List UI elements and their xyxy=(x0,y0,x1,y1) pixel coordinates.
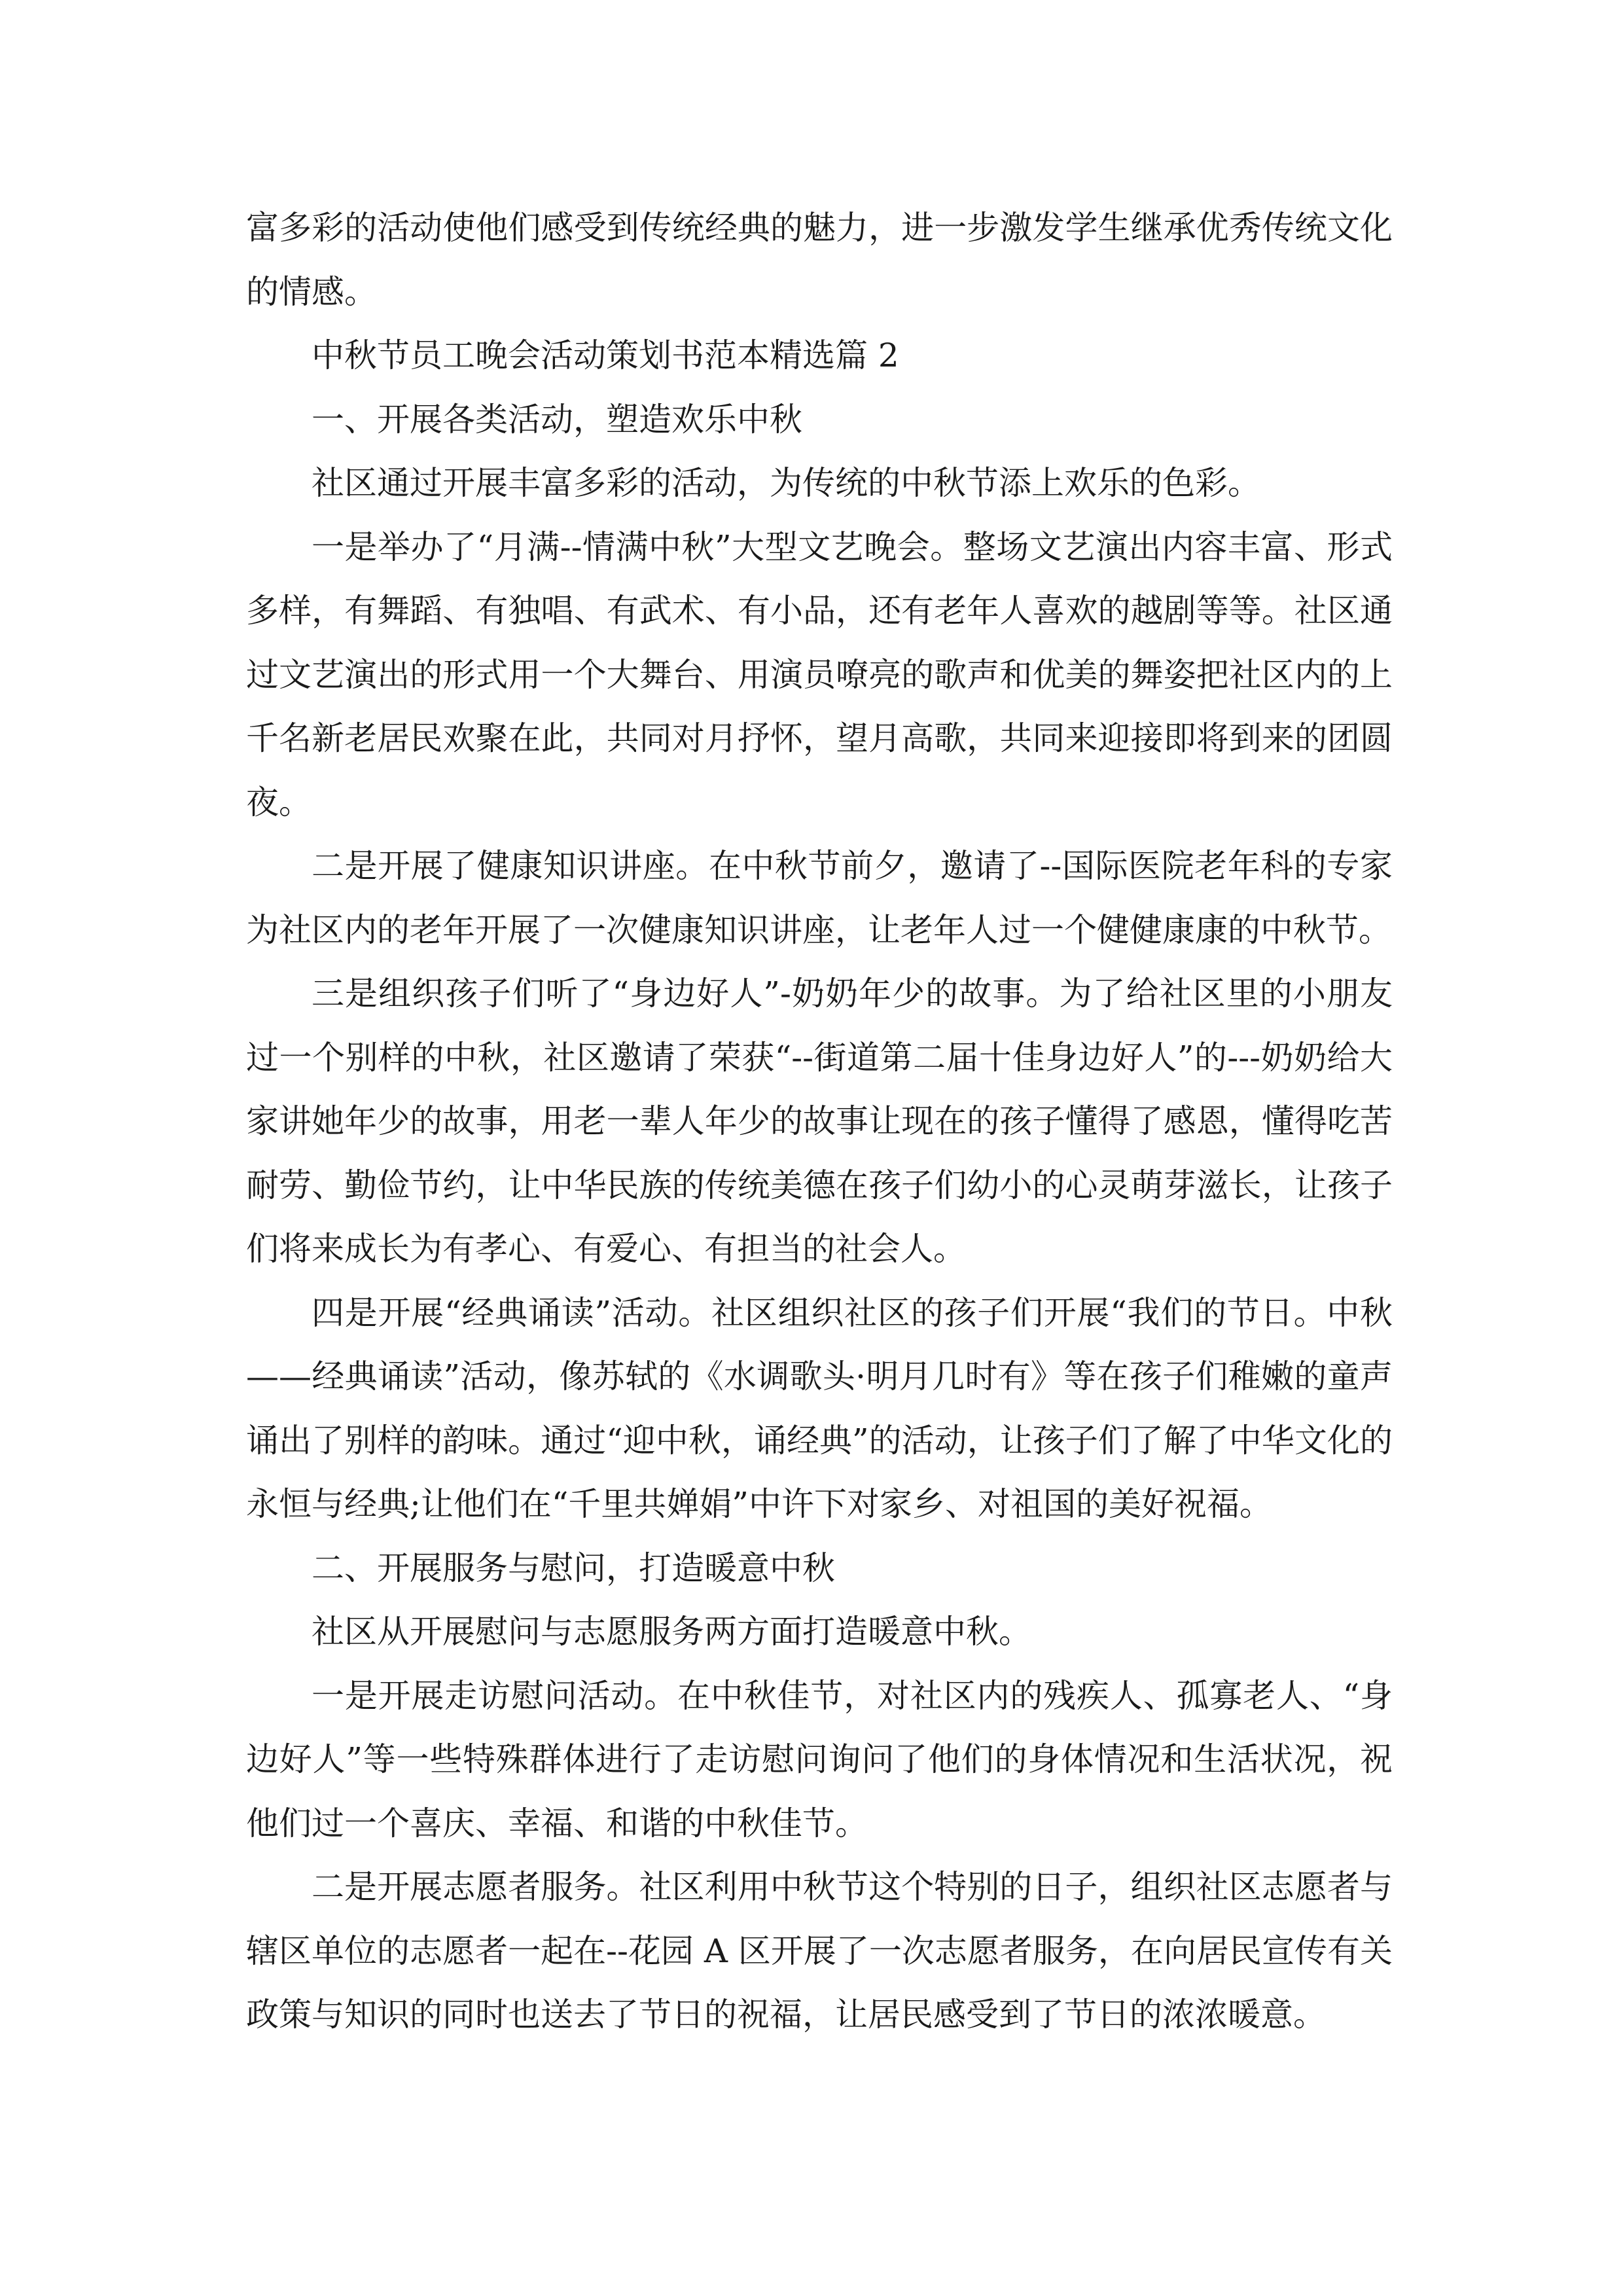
paragraph: 四是开展“经典诵读”活动。社区组织社区的孩子们开展“我们的节日。中秋——经典诵读”活动，像苏轼的《水调歌头·明月几时有》等在孩子们稚嫩的童声诵出了别样的韵味。通过“迎中秋，诵经典”的活动，让孩子们了解了中华文化的永恒与经典;让他们在“千里共婵娟”中许下对家乡、对祖国的美好祝福。 xyxy=(246,1293,1393,1523)
paragraph: 社区从开展慰问与志愿服务两方面打造暖意中秋。 xyxy=(312,1613,1031,1651)
paragraph: 二是开展了健康知识讲座。在中秋节前夕，邀请了--国际医院老年科的专家为社区内的老年开展了一次健康知识讲座，让老年人过一个健健康康的中秋节。 xyxy=(246,847,1393,949)
section-heading-1: 一、开展各类活动，塑造欢乐中秋 xyxy=(312,400,802,439)
document-body xyxy=(246,196,1393,2047)
section-title: 中秋节员工晚会活动策划书范本精选篇 2 xyxy=(312,336,899,374)
section-heading-2: 二、开展服务与慰问，打造暖意中秋 xyxy=(312,1549,835,1587)
paragraph: 社区通过开展丰富多彩的活动，为传统的中秋节添上欢乐的色彩。 xyxy=(312,464,1260,502)
paragraph: 二是开展志愿者服务。社区利用中秋节这个特别的日子，组织社区志愿者与辖区单位的志愿者一起在--花园 A 区开展了一次志愿者服务，在向居民宣传有关政策与知识的同时也送去了节日的祝福，让居民感受到了节日的浓浓暖意。 xyxy=(246,1868,1393,2034)
paragraph: 三是组织孩子们听了“身边好人”-奶奶年少的故事。为了给社区里的小朋友过一个别样的中秋，社区邀请了荣获“--街道第二届十佳身边好人”的---奶奶给大家讲她年少的故事，用老一辈人年少的故事让现在的孩子懂得了感恩，懂得吃苦耐劳、勤俭节约，让中华民族的传统美德在孩子们幼小的心灵萌芽滋长，让孩子们将来成长为有孝心、有爱心、有担当的社会人。 xyxy=(246,975,1393,1268)
paragraph: 一是开展走访慰问活动。在中秋佳节，对社区内的残疾人、孤寡老人、“身边好人”等一些特殊群体进行了走访慰问询问了他们的身体情况和生活状况，祝他们过一个喜庆、幸福、和谐的中秋佳节。 xyxy=(246,1676,1393,1842)
paragraph: 一是举办了“月满--情满中秋”大型文艺晚会。整场文艺演出内容丰富、形式多样，有舞蹈、有独唱、有武术、有小品，还有老年人喜欢的越剧等等。社区通过文艺演出的形式用一个大舞台、用演员嘹亮的歌声和优美的舞姿把社区内的上千名新老居民欢聚在此，共同对月抒怀，望月高歌，共同来迎接即将到来的团圆夜。 xyxy=(246,528,1393,821)
continued-paragraph: 富多彩的活动使他们感受到传统经典的魅力，进一步激发学生继承优秀传统文化的情感。 xyxy=(246,209,1393,311)
